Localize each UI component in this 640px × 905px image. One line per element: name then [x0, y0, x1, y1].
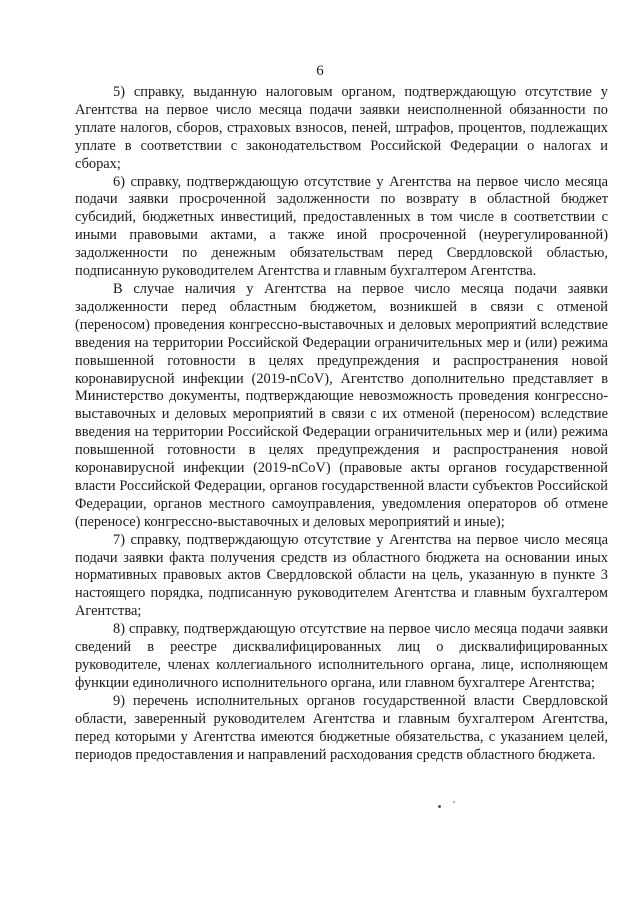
document-body	[75, 84, 608, 764]
scan-speck	[438, 805, 441, 808]
paragraph-item-8: 8) справку, подтверждающую отсутствие на первое число месяца подачи заявки сведений в реестре дисквалифицированных лиц о дисквалифицированных руководителе, членах коллегиального исполнительного органа, лице, исполняющем функции единоличного исполнительного органа, или главном бухгалтере Агентства;	[75, 621, 608, 691]
paragraph-debt-case: В случае наличия у Агентства на первое число месяца подачи заявки задолженности перед областным бюджетом, возникшей в связи с отменой (переносом) проведения конгрессно-выставочных и деловых мероприятий вследствие введения на территории Российской Федерации ограничительных мер и (или) режима повышенной готовности в целях предупреждения и распространения новой коронавирусной инфекции (2019-nCoV), Агентство дополнительно представляет в Министерство документы, подтверждающие невозможность проведения конгрессно-выставочных и деловых мероприятий в связи с их отменой (переносом) вследствие введения на территории Российской Федерации ограничительных мер и (или) режима повышенной готовности в целях предупреждения и распространения новой коронавирусной инфекции (2019-nCoV) (правовые акты органов государственной власти Российской Федерации, органов государственной власти субъектов Российской Федерации, органов местного самоуправления, уведомления операторов об отмене (переносе) конгрессно-выставочных и деловых мероприятий и иные);	[75, 280, 608, 530]
paragraph-item-7: 7) справку, подтверждающую отсутствие у Агентства на первое число месяца подачи заявки факта получения средств из областного бюджета на основании иных нормативных правовых актов Свердловской области на цель, указанную в пункте 3 настоящего порядка, подписанную руководителем Агентства и главным бухгалтером Агентства;	[75, 531, 608, 620]
scan-speck	[453, 801, 455, 803]
paragraph-item-6: 6) справку, подтверждающую отсутствие у Агентства на первое число месяца подачи заявки просроченной задолженности по возврату в областной бюджет субсидий, бюджетных инвестиций, предоставленных в том числе в соответствии с иными правовыми актами, а также иной просроченной (неурегулированной) задолженности по денежным обязательствам перед Свердловской областью, подписанную руководителем Агентства и главным бухгалтером Агентства.	[75, 173, 608, 280]
paragraph-item-5: 5) справку, выданную налоговым органом, подтверждающую отсутствие у Агентства на первое число месяца подачи заявки неисполненной обязанности по уплате налогов, сборов, страховых взносов, пеней, штрафов, процентов, подлежащих уплате в соответствии с законодательством Российской Федерации о налогах и сборах;	[75, 84, 608, 172]
paragraph-item-9: 9) перечень исполнительных органов государственной власти Свердловской области, заверенный руководителем Агентства и главным бухгалтером Агентства, перед которыми у Агентства имеются бюджетные обязательства, с указанием целей, периодов предоставления и направлений расходования средств областного бюджета.	[75, 692, 608, 763]
page-number: 6	[316, 63, 324, 79]
